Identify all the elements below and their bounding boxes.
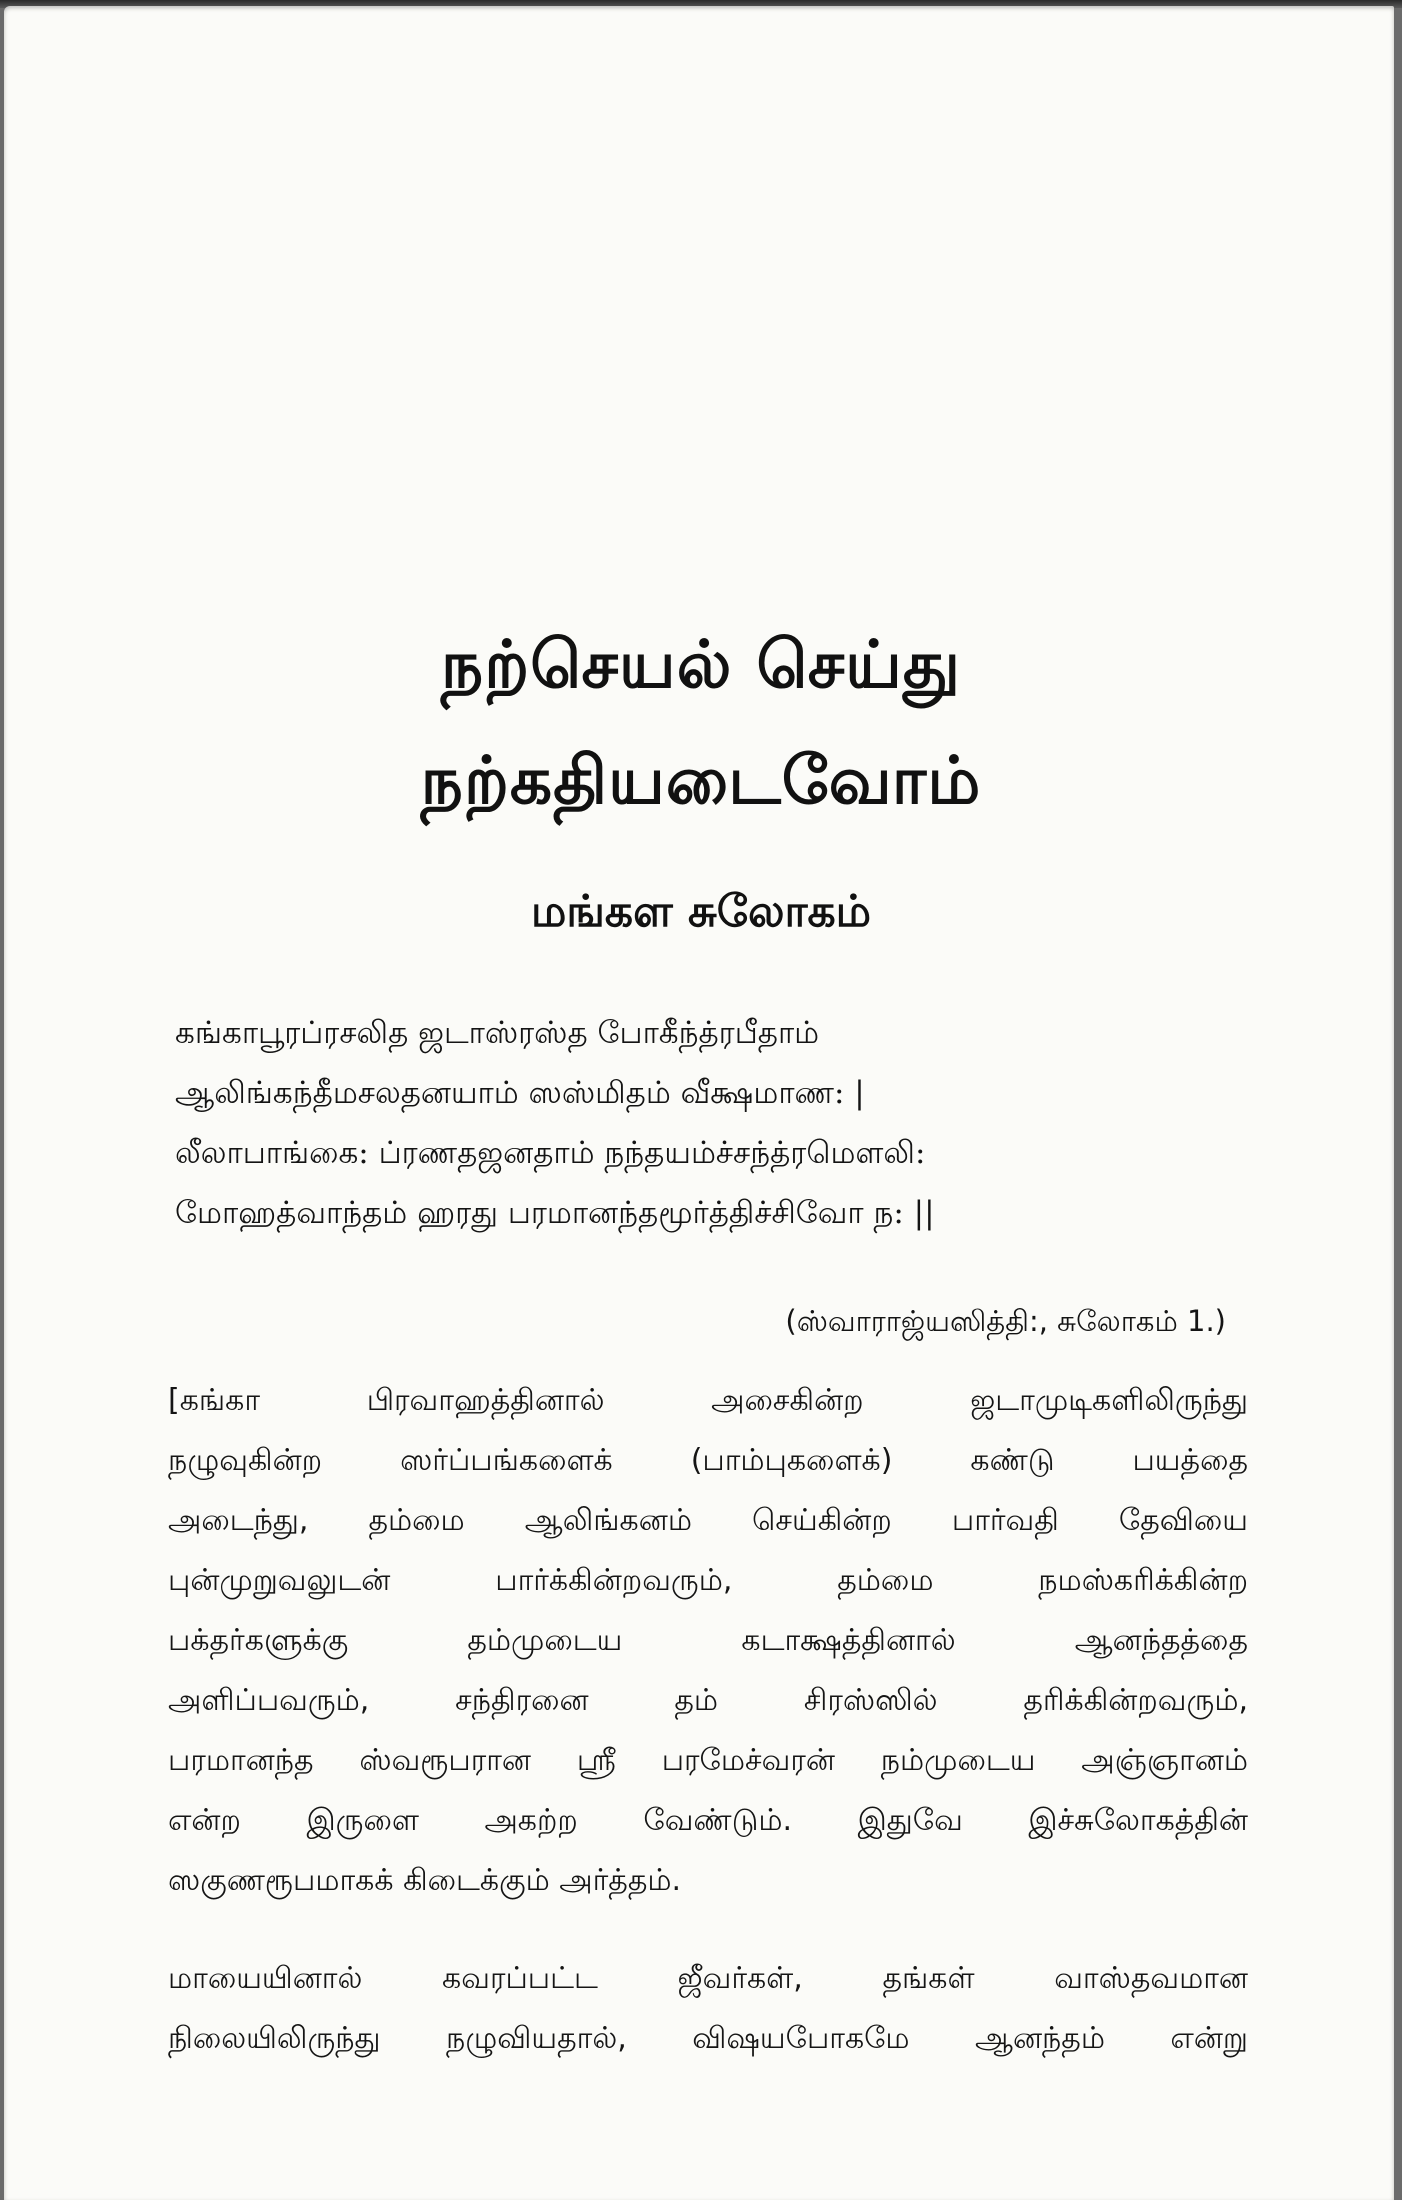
paragraph-1-line-5: பக்தர்களுக்கு தம்முடைய கடாக்ஷத்தினால் ஆனந்தத்தை <box>168 1623 1248 1658</box>
paragraph-1-line-1: [கங்கா பிரவாஹத்தினால் அசைகின்ற ஜடாமுடிகளிலிருந்து <box>168 1383 1248 1418</box>
paragraph-1-line-3: அடைந்து, தம்மை ஆலிங்கனம் செய்கின்ற பார்வதி தேவியை <box>168 1503 1248 1538</box>
verse-line-4: மோஹத்வாந்தம் ஹரது பரமானந்தமூர்த்திச்சிவோ ந: || <box>175 1195 935 1231</box>
paragraph-2-line-2: நிலையிலிருந்து நழுவியதால், விஷயபோகமே ஆனந்தம் என்று <box>168 2021 1248 2056</box>
verse-citation: (ஸ்வாராஜ்யஸித்தி:, சுலோகம் 1.) <box>785 1304 1226 1338</box>
verse-line-1: கங்காபூரப்ரசலித ஜடாஸ்ரஸ்த போகீந்த்ரபீதாம் <box>175 1015 820 1051</box>
section-heading: மங்கள சுலோகம் <box>530 886 872 937</box>
paragraph-1-line-7: பரமானந்த ஸ்வரூபரான ஸ்ரீ பரமேச்வரன் நம்முடைய அஞ்ஞானம் <box>168 1743 1248 1778</box>
paragraph-1-line-6: அளிப்பவரும், சந்திரனை தம் சிரஸ்ஸில் தரிக்கின்றவரும், <box>168 1683 1248 1718</box>
paragraph-1-line-2: நழுவுகின்ற ஸர்ப்பங்களைக் (பாம்புகளைக்) கண்டு பயத்தை <box>168 1443 1248 1478</box>
chapter-title-line-1: நற்செயல் செய்து <box>440 626 962 703</box>
paragraph-1-line-8: என்ற இருளை அகற்ற வேண்டும். இதுவே இச்சுலோகத்தின் <box>168 1803 1248 1838</box>
paragraph-2-line-1: மாயையினால் கவரப்பட்ட ஜீவர்கள், தங்கள் வாஸ்தவமான <box>168 1961 1248 1996</box>
paragraph-1-line-4: புன்முறுவலுடன் பார்க்கின்றவரும், தம்மை நமஸ்கரிக்கின்ற <box>168 1563 1248 1598</box>
paragraph-1-line-9: ஸகுணரூபமாகக் கிடைக்கும் அர்த்தம். <box>168 1863 682 1898</box>
verse-line-3: லீலாபாங்கை: ப்ரணதஜனதாம் நந்தயம்ச்சந்த்ரமௌலி: <box>175 1135 926 1171</box>
verse-line-2: ஆலிங்கந்தீமசலதனயாம் ஸஸ்மிதம் வீக்ஷமாண: | <box>175 1075 865 1111</box>
chapter-title-line-2: நற்கதியடைவோம் <box>420 742 982 819</box>
